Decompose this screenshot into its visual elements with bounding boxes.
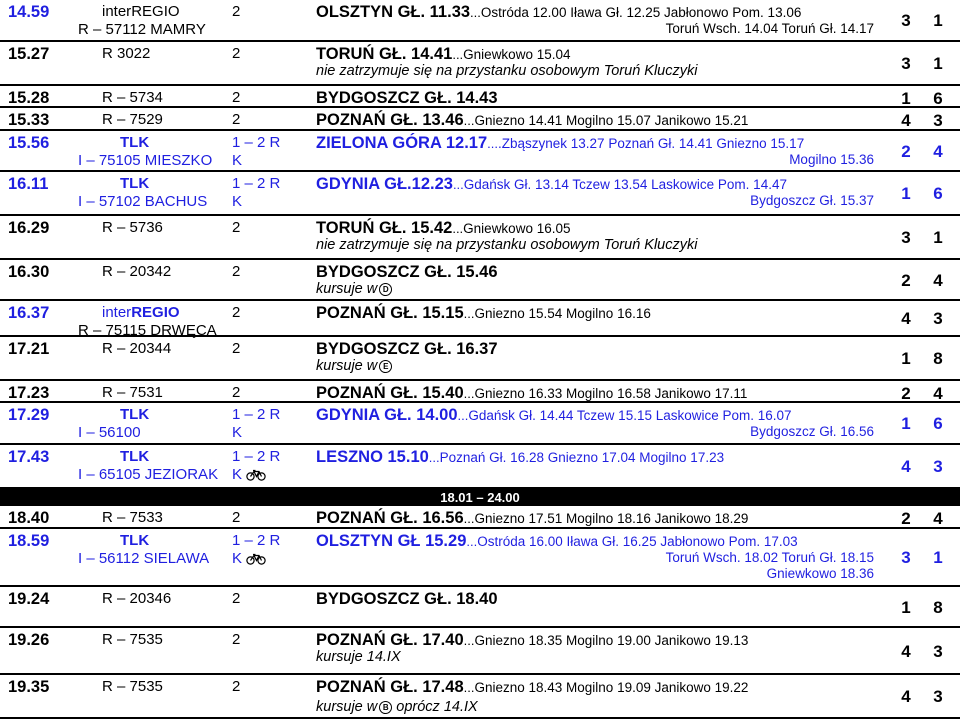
note-text: nie zatrzymuje się na przystanku osobowym Toruń Kluczyki (316, 63, 698, 79)
destination-name: GDYNIA GŁ. 14.00 (316, 406, 458, 424)
destination-name: POZNAŃ GŁ. 17.48 (316, 678, 464, 696)
via-stations: Ostróda 12.00 Iława Gł. 12.25 Jabłonowo Pom. 13.06 (480, 5, 802, 20)
track-number: 6 (933, 184, 943, 203)
timetable-row (0, 675, 960, 719)
destination (316, 89, 498, 108)
departure-time: 16.30 (8, 263, 50, 281)
leader-dots: ... (428, 450, 440, 465)
platform-number: 1 (901, 184, 911, 203)
via-stations-continued: Bydgoszcz Gł. 15.37 (750, 193, 874, 208)
class-info: 2 (232, 590, 241, 607)
destination (316, 384, 747, 403)
departure-time: 16.37 (8, 304, 50, 322)
departure-time: 17.43 (8, 448, 50, 466)
service-note (316, 699, 478, 715)
class-info: 2 (232, 509, 241, 526)
platform-number: 3 (901, 11, 911, 30)
destination-name: BYDGOSZCZ GŁ. 15.46 (316, 263, 498, 281)
destination (316, 175, 787, 194)
class-info: 2 (232, 219, 241, 236)
platform-number: 1 (901, 598, 911, 617)
destination-name: OLSZTYN GŁ. 11.33 (316, 3, 471, 21)
departure-time: 15.33 (8, 111, 50, 129)
train-name: R – 7533 (102, 509, 163, 526)
platform-number: 2 (901, 142, 911, 161)
track-number: 3 (933, 642, 943, 661)
via-stations: Gniezno 18.43 Mogilno 19.09 Janikowo 19.22 (474, 680, 749, 695)
departure-time: 16.29 (8, 219, 50, 237)
destination (316, 590, 498, 609)
track-number: 1 (933, 54, 943, 73)
leader-dots: ... (463, 680, 475, 695)
class-info: 2 (232, 678, 241, 695)
class-info: 2 (232, 89, 241, 106)
train-category-prefix: inter (102, 3, 132, 20)
leader-dots: ... (452, 47, 464, 62)
destination (316, 134, 804, 153)
reservation-info: K (232, 424, 243, 441)
destination (316, 45, 571, 64)
platform-number: 2 (901, 384, 911, 403)
track-number: 1 (933, 228, 943, 247)
platform-number: 1 (901, 414, 911, 433)
via-stations: Gdańsk Gł. 13.14 Tczew 13.54 Laskowice Pom. 14.47 (463, 177, 787, 192)
train-name: I – 65105 JEZIORAK (78, 466, 219, 483)
class-info: 2 (232, 263, 241, 280)
train-category (102, 3, 180, 20)
destination-name: LESZNO 15.10 (316, 448, 429, 466)
timetable-row (0, 216, 960, 260)
class-info: 1 – 2 R (232, 448, 281, 465)
class-info: 2 (232, 384, 241, 401)
reservation-info: K (232, 193, 243, 210)
destination-name: ZIELONA GÓRA 12.17 (316, 134, 488, 152)
track-number: 3 (933, 111, 943, 130)
departure-time: 19.24 (8, 590, 50, 608)
platform-number: 4 (901, 457, 911, 476)
train-name: R – 20344 (102, 340, 172, 357)
departure-time: 17.21 (8, 340, 50, 358)
train-name: R – 7529 (102, 111, 163, 128)
departure-time: 17.23 (8, 384, 50, 402)
timetable-row (0, 42, 960, 86)
leader-dots: ... (463, 306, 475, 321)
leader-dots: ... (452, 221, 464, 236)
train-category: TLK (120, 448, 150, 465)
track-number: 6 (933, 89, 943, 108)
service-note (316, 649, 401, 665)
timetable-row (0, 86, 960, 108)
leader-dots: ... (466, 534, 478, 549)
note-text: kursuje 14.IX (316, 649, 401, 665)
departure-time: 18.40 (8, 509, 50, 527)
destination (316, 532, 798, 551)
via-stations-continued: Bydgoszcz Gł. 16.56 (750, 424, 874, 439)
destination-name: POZNAŃ GŁ. 15.40 (316, 384, 464, 402)
train-category (102, 304, 180, 321)
track-number: 3 (933, 309, 943, 328)
leader-dots: ... (487, 136, 498, 151)
note-text: nie zatrzymuje się na przystanku osobowym Toruń Kluczyki (316, 237, 698, 253)
track-number: 3 (933, 687, 943, 706)
destination (316, 509, 748, 528)
via-stations: .Zbąszynek 13.27 Poznań Gł. 14.41 Gniezno 15.17 (498, 136, 805, 151)
train-category-suffix: REGIO (131, 3, 180, 20)
destination-name: POZNAŃ GŁ. 13.46 (316, 111, 464, 129)
reservation-info: K (232, 152, 243, 169)
class-info: 2 (232, 631, 241, 648)
via-stations-continued: Mogilno 15.36 (789, 152, 874, 167)
leader-dots: ... (463, 511, 475, 526)
track-number: 8 (933, 349, 943, 368)
note-text: kursuje w (316, 281, 378, 297)
track-number: 1 (933, 11, 943, 30)
platform-number: 2 (901, 271, 911, 290)
train-category-prefix: inter (102, 304, 132, 321)
platform-number: 4 (901, 687, 911, 706)
class-info: 1 – 2 R (232, 532, 281, 549)
departure-time: 14.59 (8, 3, 50, 21)
train-name: R – 7535 (102, 631, 163, 648)
via-stations: Gniezno 16.33 Mogilno 16.58 Janikowo 17.11 (474, 386, 748, 401)
departure-time: 19.35 (8, 678, 50, 696)
track-number: 8 (933, 598, 943, 617)
track-number: 4 (933, 271, 943, 290)
class-info: 1 – 2 R (232, 175, 281, 192)
platform-number: 1 (901, 89, 911, 108)
class-info: 2 (232, 340, 241, 357)
train-name: R – 57112 MAMRY (78, 21, 206, 38)
destination (316, 340, 498, 359)
train-category: TLK (120, 406, 150, 423)
train-name: I – 56112 SIELAWA (78, 550, 210, 567)
destination (316, 263, 498, 282)
destination (316, 678, 748, 697)
platform-number: 3 (901, 548, 911, 567)
class-info: 2 (232, 111, 241, 128)
destination-name: BYDGOSZCZ GŁ. 14.43 (316, 89, 498, 107)
timetable-row (0, 260, 960, 301)
destination (316, 406, 792, 425)
train-category: TLK (120, 532, 150, 549)
platform-number: 3 (901, 54, 911, 73)
timetable-row (0, 381, 960, 403)
destination (316, 219, 571, 238)
platform-number: 3 (901, 228, 911, 247)
via-stations-continued: Toruń Wsch. 18.02 Toruń Gł. 18.15 (665, 550, 874, 565)
note-text: kursuje w (316, 699, 378, 715)
via-stations: Gniewkowo 16.05 (463, 221, 571, 236)
via-stations: Gniewkowo 15.04 (463, 47, 571, 62)
destination (316, 631, 748, 650)
service-note (316, 237, 697, 253)
class-info: 2 (232, 3, 241, 20)
via-stations: Poznań Gł. 16.28 Gniezno 17.04 Mogilno 17.23 (439, 450, 725, 465)
train-category: TLK (120, 134, 150, 151)
timetable-row (0, 506, 960, 529)
destination-name: TORUŃ GŁ. 14.41 (316, 45, 453, 63)
service-note (316, 281, 392, 297)
calendar-mark-icon: B (379, 701, 392, 714)
train-name: R 3022 (102, 45, 151, 62)
departure-time: 19.26 (8, 631, 50, 649)
platform-number: 4 (901, 111, 911, 130)
departure-time: 18.59 (8, 532, 50, 550)
leader-dots: ... (463, 386, 475, 401)
via-stations-continued: Gniewkowo 18.36 (766, 566, 874, 581)
reservation-info: K (232, 550, 266, 567)
train-name: I – 56100 (78, 424, 141, 441)
track-number: 4 (933, 142, 943, 161)
via-stations: Gniezno 18.35 Mogilno 19.00 Janikowo 19.13 (474, 633, 749, 648)
train-name: I – 57102 BACHUS (78, 193, 208, 210)
track-number: 4 (933, 384, 943, 403)
timetable-row (0, 628, 960, 675)
timetable-row (0, 0, 960, 42)
timetable-row (0, 445, 960, 489)
service-note (316, 63, 697, 79)
destination-name: BYDGOSZCZ GŁ. 16.37 (316, 340, 498, 358)
train-name: R – 75115 DRWĘCA (78, 322, 217, 339)
destination (316, 448, 724, 467)
train-name: I – 75105 MIESZKO (78, 152, 213, 169)
class-info: 1 – 2 R (232, 134, 281, 151)
calendar-mark-icon: E (379, 360, 392, 373)
note-text: kursuje w (316, 358, 378, 374)
destination-name: BYDGOSZCZ GŁ. 18.40 (316, 590, 498, 608)
timetable-row (0, 403, 960, 445)
track-number: 4 (933, 509, 943, 528)
destination-name: TORUŃ GŁ. 15.42 (316, 219, 453, 237)
destination-name: GDYNIA GŁ.12.23 (316, 175, 453, 193)
train-category: TLK (120, 175, 150, 192)
platform-number: 4 (901, 309, 911, 328)
leader-dots: ... (470, 5, 481, 20)
train-name: R – 5734 (102, 89, 163, 106)
track-number: 3 (933, 457, 943, 476)
timetable-row (0, 301, 960, 337)
timetable-row (0, 172, 960, 216)
destination (316, 304, 651, 323)
note-text-after: oprócz 14.IX (392, 699, 478, 715)
departure-time: 17.29 (8, 406, 50, 424)
train-category-suffix: REGIO (131, 304, 180, 321)
time-range-banner: 18.01 – 24.00 (0, 489, 960, 506)
service-note (316, 358, 392, 374)
via-stations: Ostróda 16.00 Iława Gł. 16.25 Jabłonowo Pom. 17.03 (477, 534, 798, 549)
leader-dots: ... (452, 177, 464, 192)
destination-name: POZNAŃ GŁ. 16.56 (316, 509, 464, 527)
departure-time: 15.56 (8, 134, 50, 152)
train-name: R – 7535 (102, 678, 163, 695)
via-stations: Gniezno 14.41 Mogilno 15.07 Janikowo 15.21 (474, 113, 749, 128)
timetable-row (0, 587, 960, 628)
departure-time: 16.11 (8, 175, 49, 193)
platform-number: 1 (901, 349, 911, 368)
via-stations: Gdańsk Gł. 14.44 Tczew 15.15 Laskowice Pom. 16.07 (468, 408, 792, 423)
track-number: 6 (933, 414, 943, 433)
track-number: 1 (933, 548, 943, 567)
train-name: R – 5736 (102, 219, 163, 236)
train-name: R – 20342 (102, 263, 172, 280)
calendar-mark-icon: D (379, 283, 392, 296)
class-info: 1 – 2 R (232, 406, 281, 423)
leader-dots: ... (463, 633, 475, 648)
train-name: R – 7531 (102, 384, 163, 401)
destination-name: POZNAŃ GŁ. 17.40 (316, 631, 464, 649)
destination (316, 111, 748, 130)
class-info: 2 (232, 45, 241, 62)
timetable-row (0, 337, 960, 381)
via-stations-continued: Toruń Wsch. 14.04 Toruń Gł. 14.17 (665, 21, 874, 36)
class-info: 2 (232, 304, 241, 321)
leader-dots: ... (457, 408, 469, 423)
timetable-row (0, 131, 960, 172)
destination-name: OLSZTYN GŁ 15.29 (316, 532, 467, 550)
bicycle-icon (246, 469, 266, 481)
via-stations: Gniezno 17.51 Mogilno 18.16 Janikowo 18.29 (474, 511, 749, 526)
timetable-row (0, 529, 960, 587)
bicycle-icon (246, 553, 266, 565)
departure-time: 15.28 (8, 89, 50, 107)
destination (316, 3, 801, 22)
departure-time: 15.27 (8, 45, 50, 63)
reservation-info: K (232, 466, 266, 483)
train-name: R – 20346 (102, 590, 172, 607)
platform-number: 2 (901, 509, 911, 528)
via-stations: Gniezno 15.54 Mogilno 16.16 (474, 306, 651, 321)
platform-number: 4 (901, 642, 911, 661)
destination-name: POZNAŃ GŁ. 15.15 (316, 304, 464, 322)
timetable-row (0, 108, 960, 131)
leader-dots: ... (463, 113, 475, 128)
